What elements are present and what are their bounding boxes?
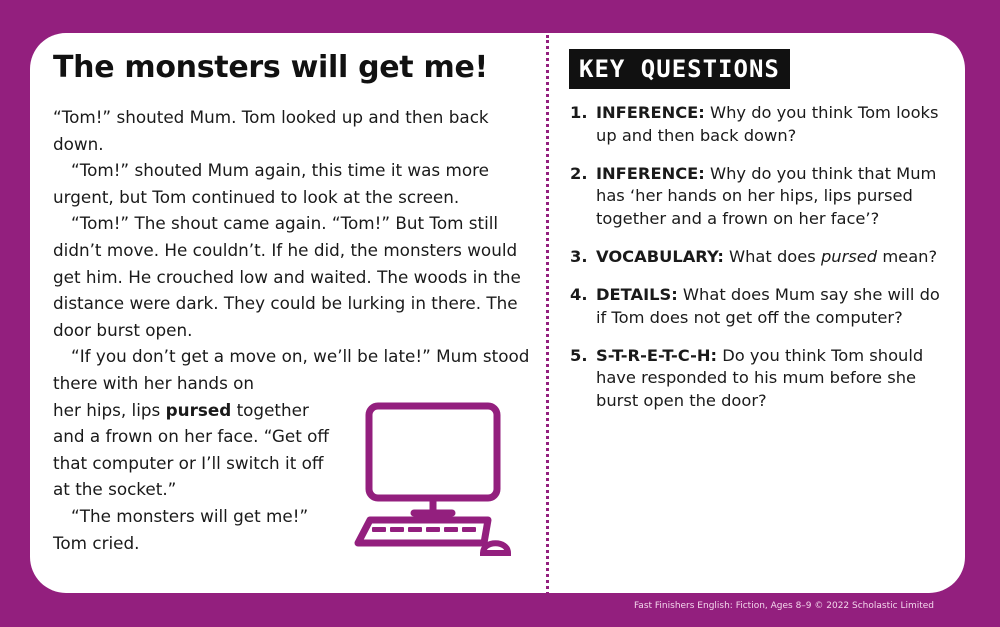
question-number: 4. [570,285,588,305]
question-label: INFERENCE: [596,103,705,122]
question-number: 2. [570,163,588,183]
question-text [596,284,950,329]
story-p5-before: her hips, lips [53,399,166,420]
questions-list [570,102,950,428]
question-label: INFERENCE: [596,163,705,183]
story-paragraph-1: “Tom!” shouted Mum. Tom looked up and then back down. [53,107,489,154]
story-paragraph-2: “Tom!” shouted Mum again, this time it was more urgent, but Tom continued to look at the screen. [53,160,489,207]
column-divider [546,35,549,595]
question-body: Why do you think Tom looks up and then back down? [596,103,939,145]
story-p5-after: together and a frown on her face. “Get off that computer or I’ll switch it off at the socket.” [53,399,329,500]
question-text [596,102,950,147]
question-label: S-T-R-E-T-C-H: [596,345,718,365]
story-paragraph-5 [53,397,338,503]
story-p5-bold-word: pursed [165,399,232,420]
question-item [570,246,950,269]
question-body-after: mean? [877,246,938,266]
question-number: 1. [570,103,588,122]
story-paragraph-3: “Tom!” The shout came again. “Tom!” But Tom still didn’t move. He couldn’t. If he did, the monsters would get him. He crouched low and waited. The woods in the distance were dark. They could be lurking in there. The door burst open. [53,213,521,340]
question-item [570,102,950,147]
key-questions-title: KEY QUESTIONS [569,49,790,89]
question-text [596,246,950,269]
question-item [570,284,950,329]
question-item [570,345,950,413]
question-body-before: What does [723,246,821,266]
question-body: What does Mum say she will do if Tom does not get off the computer? [596,285,940,327]
question-body: Why do you think that Mum has ‘her hands on her hips, lips pursed together and a frown on her face’? [596,163,937,228]
question-label: VOCABULARY: [596,246,724,266]
question-number: 5. [570,345,588,365]
question-label: DETAILS: [596,285,678,305]
story-paragraph-6: “The monsters will get me!” Tom cried. [53,505,309,553]
question-text [596,345,950,413]
question-item [570,163,950,231]
question-number: 3. [570,246,588,266]
story-paragraph-4: “If you don’t get a move on, we’ll be late!” Mum stood there with her hands on [53,346,530,393]
question-body: Do you think Tom should have responded to his mum before she burst open the door? [596,345,924,410]
story-title: The monsters will get me! [53,50,488,85]
computer-icon [352,400,514,562]
question-text [596,163,950,231]
question-italic-word: pursed [820,246,878,266]
copyright-footer: Fast Finishers English: Fiction, Ages 8–9 © 2022 Scholastic Limited [633,601,934,611]
